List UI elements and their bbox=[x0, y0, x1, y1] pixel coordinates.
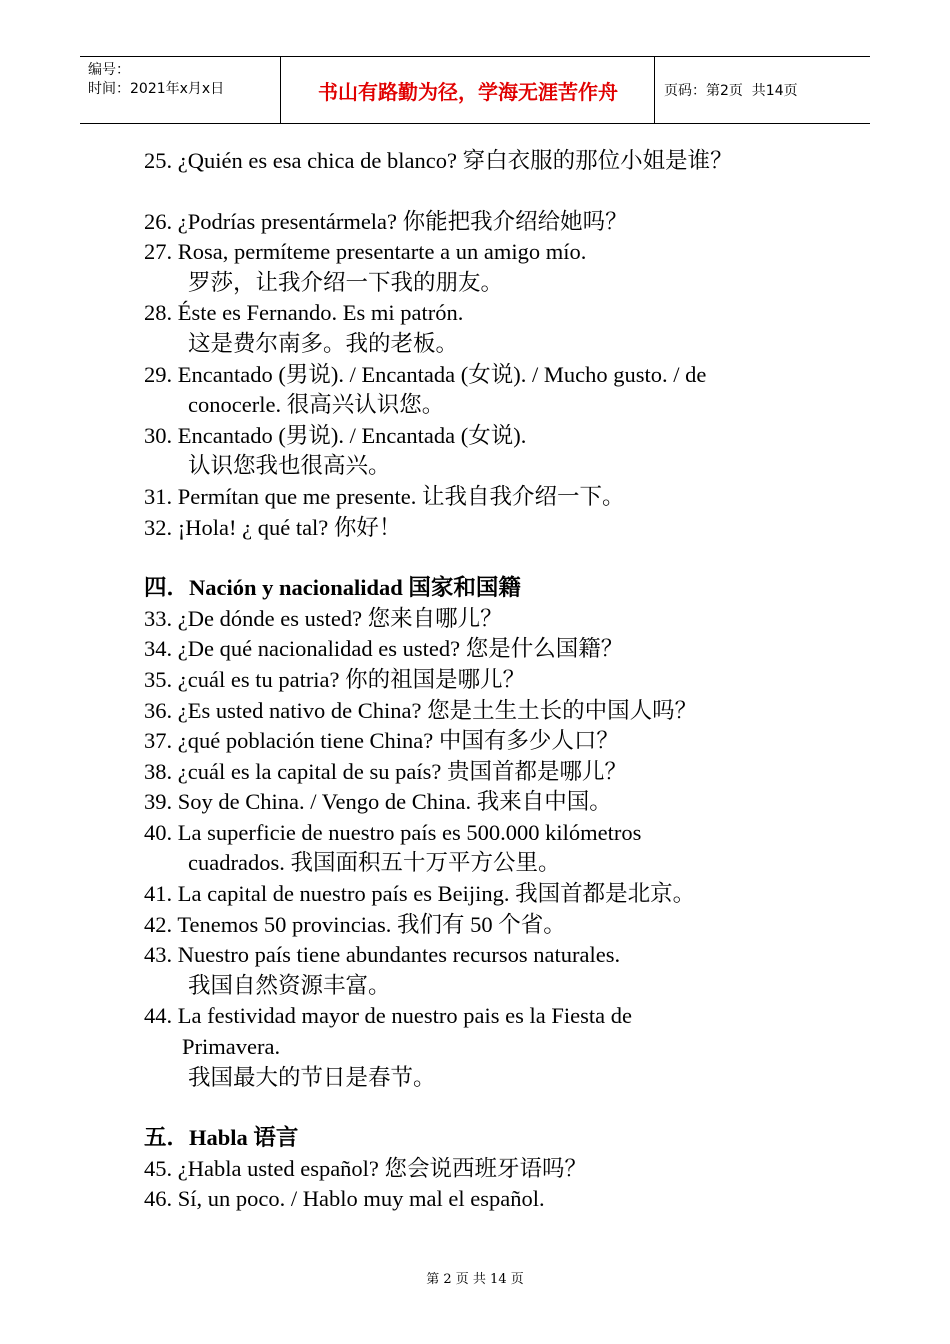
text-line: 43. Nuestro país tiene abundantes recursos naturales. bbox=[144, 942, 621, 968]
text-line: cuadrados. 我国面积五十万平方公里。 bbox=[188, 850, 561, 876]
text-line: 我国最大的节日是春节。 bbox=[188, 1064, 436, 1090]
text-line: 46. Sí, un poco. / Hablo muy mal el español. bbox=[144, 1186, 545, 1212]
text-line: 我国自然资源丰富。 bbox=[188, 972, 391, 998]
page-header bbox=[80, 56, 870, 124]
section-heading: 四．Nación y nacionalidad 国家和国籍 bbox=[144, 575, 521, 601]
document-date: 时间：2021年x月x日 bbox=[88, 81, 225, 97]
text-line: 26. ¿Podrías presentármela? 你能把我介绍给她吗？ bbox=[144, 208, 628, 234]
text-line: 34. ¿De qué nacionalidad es usted? 您是什么国籍？ bbox=[144, 636, 624, 662]
text-line: 42. Tenemos 50 provincias. 我们有 50 个省。 bbox=[144, 911, 566, 937]
text-line: 36. ¿Es usted nativo de China? 您是土生土长的中国人吗？ bbox=[144, 697, 698, 723]
header-divider bbox=[280, 57, 281, 123]
text-line: 25. ¿Quién es esa chica de blanco? 穿白衣服的那位小姐是谁？ bbox=[144, 148, 733, 173]
text-line: 33. ¿De dónde es usted? 您来自哪儿？ bbox=[144, 605, 503, 631]
text-line: 35. ¿cuál es tu patria? 你的祖国是哪儿？ bbox=[144, 666, 526, 692]
text-line: 罗莎，让我介绍一下我的朋友。 bbox=[188, 269, 504, 295]
text-line: 40. La superficie de nuestro país es 500.000 kilómetros bbox=[144, 819, 642, 845]
section-heading: 五．Habla 语言 bbox=[144, 1125, 299, 1151]
header-divider bbox=[654, 57, 655, 123]
header-meta bbox=[88, 61, 224, 99]
document-number-label: 编号： bbox=[88, 62, 130, 78]
text-line: 这是费尔南多。我的老板。 bbox=[188, 330, 459, 356]
text-line: 45. ¿Habla usted español? 您会说西班牙语吗？ bbox=[144, 1155, 588, 1181]
header-motto: 书山有路勤为径，学海无涯苦作舟 bbox=[318, 79, 618, 104]
header-page-info: 页码：第2页 共14页 bbox=[664, 83, 798, 99]
text-line: 29. Encantado (男说). / Encantada (女说). / Mucho gusto. / de bbox=[144, 361, 707, 387]
text-line: 27. Rosa, permíteme presentarte a un amigo mío. bbox=[144, 239, 587, 265]
text-line: 39. Soy de China. / Vengo de China. 我来自中国。 bbox=[144, 789, 612, 815]
text-line: 28. Éste es Fernando. Es mi patrón. bbox=[144, 300, 464, 326]
document-body bbox=[144, 146, 824, 1215]
text-line: 32. ¡Hola! ¿ qué tal? 你好！ bbox=[144, 514, 402, 540]
text-line: 41. La capital de nuestro país es Beijing. 我国首都是北京。 bbox=[144, 881, 696, 907]
text-line: 38. ¿cuál es la capital de su país? 贵国首都是哪儿？ bbox=[144, 758, 628, 784]
text-line: 44. La festividad mayor de nuestro pais es la Fiesta de bbox=[144, 1003, 632, 1029]
text-line: 认识您我也很高兴。 bbox=[188, 453, 391, 479]
text-line: conocerle. 很高兴认识您。 bbox=[188, 392, 445, 418]
text-line: 37. ¿qué población tiene China? 中国有多少人口？ bbox=[144, 728, 619, 754]
text-line: 30. Encantado (男说). / Encantada (女说). bbox=[144, 422, 527, 448]
page-footer: 第 2 页 共 14 页 bbox=[426, 1272, 524, 1287]
text-line: Primavera. bbox=[182, 1034, 281, 1060]
text-line: 31. Permítan que me presente. 让我自我介绍一下。 bbox=[144, 483, 625, 509]
